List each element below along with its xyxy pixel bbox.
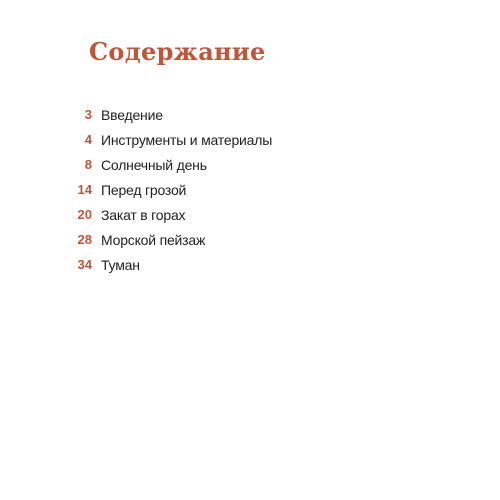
toc-entry-before-storm[interactable]: [0, 177, 500, 202]
toc-entry-introduction[interactable]: [0, 102, 500, 127]
toc-page-number: 8: [84, 157, 92, 172]
toc-list: [0, 102, 500, 277]
toc-entry-label: Морской пейзаж: [101, 231, 206, 248]
page-title: Содержание: [89, 37, 266, 66]
toc-entry-label: Введение: [101, 106, 163, 123]
toc-page-number: 28: [77, 232, 92, 247]
toc-page-number: 3: [84, 107, 92, 122]
toc-page-number: 20: [77, 207, 92, 222]
toc-entry-label: Перед грозой: [101, 181, 187, 198]
toc-entry-label: Закат в горах: [101, 206, 186, 223]
toc-entry-tools-and-materials[interactable]: [0, 127, 500, 152]
toc-entry-label: Солнечный день: [101, 156, 207, 173]
toc-entry-label: Инструменты и материалы: [101, 131, 273, 148]
toc-entry-sunny-day[interactable]: [0, 152, 500, 177]
toc-entry-label: Туман: [101, 256, 140, 273]
toc-entry-fog[interactable]: [0, 252, 500, 277]
toc-entry-seascape[interactable]: [0, 227, 500, 252]
toc-entry-mountain-sunset[interactable]: [0, 202, 500, 227]
toc-page-number: 34: [77, 257, 92, 272]
toc-page-number: 4: [84, 132, 92, 147]
toc-page-number: 14: [77, 182, 92, 197]
